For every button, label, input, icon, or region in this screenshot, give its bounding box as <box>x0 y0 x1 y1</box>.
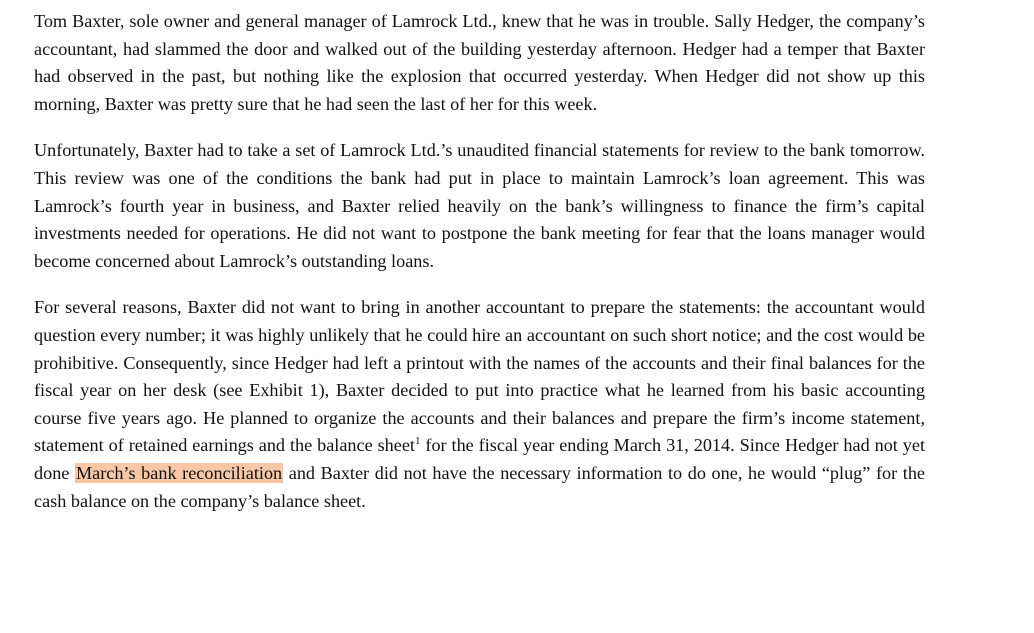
paragraph-1: Tom Baxter, sole owner and general manager of Lamrock Ltd., knew that he was in trouble. Sally Hedger, the company’s accountant, had slammed the door and walked out of the building yesterday afternoon. Hedger had a temper that Baxter had observed in the past, but nothing like the explosion that occurred yesterday. When Hedger did not show up this morning, Baxter was pretty sure that he had seen the last of her for this week. <box>34 11 925 114</box>
paragraph-3-text-start: For several reasons, Baxter did not want to bring in another accountant to prepare the statements: the accountant would question every number; it was highly unlikely that he could hire an accountant on such short notice; and the cost would be prohibitive. Consequently, since Hedger had left a printout with the names of the accounts and their final balances for the fiscal year on her desk (see Exhibit 1), Baxter decided to put into practice what he learned from his basic accounting course five years ago. He planned to organize the accounts and their balances and prepare the firm’s income statement, statement of retained earnings and the balance sheet <box>34 297 925 456</box>
paragraph-3-text-end: and Baxter did not have the necessary information to do one, he would “plug” for the cash balance on the company’s balance sheet. <box>34 462 925 511</box>
paragraph-2: Unfortunately, Baxter had to take a set of Lamrock Ltd.’s unaudited financial statements for review to the bank tomorrow. This review was one of the conditions the bank had put in place to maintain Lamrock’s loan agreement. This was Lamrock’s fourth year in business, and Baxter relied heavily on the bank’s willingness to finance the firm’s capital investments needed for operations. He did not want to postpone the bank meeting for fear that the loans manager would become concerned about Lamrock’s outstanding loans. <box>34 140 925 271</box>
footnote-marker: 1 <box>414 435 421 448</box>
paragraph-3-text-middle: for the fiscal year ending March 31, 2014. Since Hedger had not yet done <box>34 435 925 483</box>
document-page <box>34 8 925 515</box>
paragraph-3 <box>34 294 925 515</box>
highlighted-text[interactable]: March’s bank reconciliation <box>75 462 283 483</box>
